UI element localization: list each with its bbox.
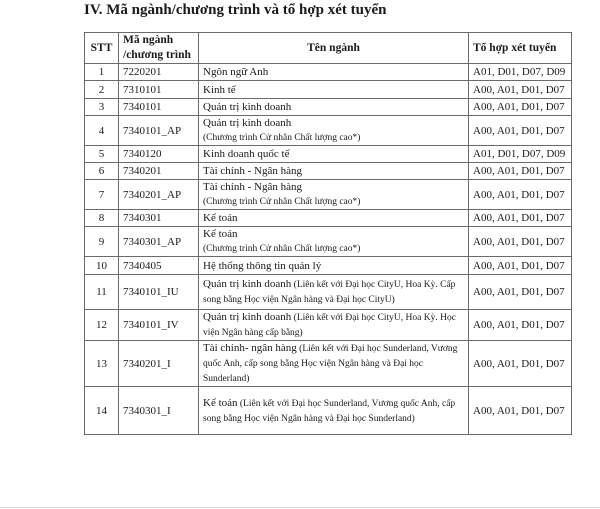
row-stt: 4 [85, 116, 119, 146]
program-name: Tài chính- ngân hàng [203, 342, 297, 354]
section-title: IV. Mã ngành/chương trình và tổ hợp xét tuyển [84, 2, 387, 18]
row-code: 7340301_AP [119, 227, 199, 257]
program-note: (Chương trình Cử nhân Chất lượng cao*) [203, 244, 361, 254]
program-name: Kế toán [203, 228, 238, 240]
row-name [199, 275, 469, 310]
row-combo: A00, A01, D01, D07 [469, 116, 572, 146]
row-stt: 5 [85, 146, 119, 163]
program-name: Quản trị kinh doanh [203, 278, 292, 290]
row-name [199, 146, 469, 163]
row-stt: 1 [85, 64, 119, 81]
row-stt: 8 [85, 210, 119, 227]
row-name [199, 227, 469, 257]
row-combo: A00, A01, D01, D07 [469, 310, 572, 341]
row-combo: A00, A01, D01, D07 [469, 81, 572, 99]
program-name: Quản trị kinh doanh [203, 117, 292, 129]
row-name [199, 341, 469, 387]
row-code: 7340201_I [119, 341, 199, 387]
row-code: 7340201_AP [119, 180, 199, 210]
table-row [85, 64, 572, 81]
program-note: (Liên kết với Đại học Sunderland, Vương quốc Anh, cấp song bằng Học viện Ngân hàng và Đại học Sunderland) [203, 344, 458, 384]
program-name: Tài chính - Ngân hàng [203, 165, 302, 177]
header-combo: Tổ hợp xét tuyển [469, 33, 572, 64]
program-note: (Liên kết với Đại học Sunderland, Vương quốc Anh, cấp song bằng Học viện Ngân hàng và Đại học Sunderland) [203, 398, 456, 424]
program-name: Kế toán [203, 396, 238, 409]
row-combo: A00, A01, D01, D07 [469, 387, 572, 435]
row-combo: A00, A01, D01, D07 [469, 275, 572, 310]
row-name [199, 210, 469, 227]
row-stt: 13 [85, 341, 119, 387]
row-stt: 12 [85, 310, 119, 341]
row-code: 7340101_AP [119, 116, 199, 146]
admission-table [84, 32, 572, 435]
row-stt: 7 [85, 180, 119, 210]
row-combo: A01, D01, D07, D09 [469, 146, 572, 163]
table-row [85, 227, 572, 257]
header-stt: STT [85, 33, 119, 64]
table-row [85, 116, 572, 146]
row-combo: A00, A01, D01, D07 [469, 210, 572, 227]
table-row [85, 99, 572, 116]
table-row [85, 387, 572, 435]
row-stt: 6 [85, 163, 119, 180]
row-code: 7220201 [119, 64, 199, 81]
program-note: (Liên kết với Đại học CityU, Hoa Kỳ. Cấp song bằng Học viện Ngân hàng và Đại học CityU) [203, 280, 456, 305]
row-stt: 3 [85, 99, 119, 116]
table-row [85, 310, 572, 341]
header-name: Tên ngành [199, 33, 469, 64]
row-code: 7310101 [119, 81, 199, 99]
header-code: Mã ngành /chương trình [119, 33, 199, 64]
row-code: 7340101_IV [119, 310, 199, 341]
row-code: 7340101_IU [119, 275, 199, 310]
row-name [199, 64, 469, 81]
table-row [85, 180, 572, 210]
row-combo: A00, A01, D01, D07 [469, 163, 572, 180]
table-row [85, 146, 572, 163]
row-name [199, 99, 469, 116]
table-row [85, 341, 572, 387]
page-edge-divider [0, 507, 600, 508]
row-code: 7340301 [119, 210, 199, 227]
row-stt: 9 [85, 227, 119, 257]
row-code: 7340120 [119, 146, 199, 163]
row-combo: A00, A01, D01, D07 [469, 341, 572, 387]
row-stt: 2 [85, 81, 119, 99]
program-name: Kinh doanh quốc tế [203, 148, 290, 160]
program-note: (Liên kết với Đại học CityU, Hoa Kỳ. Học viện Ngân hàng cấp bằng) [203, 313, 456, 338]
row-code: 7340201 [119, 163, 199, 180]
row-code: 7340301_I [119, 387, 199, 435]
row-name [199, 257, 469, 275]
table-row [85, 210, 572, 227]
row-stt: 11 [85, 275, 119, 310]
row-combo: A00, A01, D01, D07 [469, 180, 572, 210]
program-name: Quản trị kinh doanh [203, 101, 292, 113]
program-name: Ngôn ngữ Anh [203, 66, 269, 78]
program-name: Hệ thống thông tin quản lý [203, 259, 322, 272]
row-stt: 14 [85, 387, 119, 435]
row-stt: 10 [85, 257, 119, 275]
row-code: 7340101 [119, 99, 199, 116]
row-name [199, 387, 469, 435]
program-note: (Chương trình Cử nhân Chất lượng cao*) [203, 133, 361, 143]
row-name [199, 116, 469, 146]
table-row [85, 163, 572, 180]
table-row [85, 257, 572, 275]
table-row [85, 275, 572, 310]
program-note: (Chương trình Cử nhân Chất lượng cao*) [203, 197, 361, 207]
row-code: 7340405 [119, 257, 199, 275]
table-row [85, 81, 572, 99]
row-combo: A00, A01, D01, D07 [469, 227, 572, 257]
program-name: Quản trị kinh doanh [203, 311, 292, 323]
program-name: Kinh tế [203, 83, 236, 96]
row-combo: A00, A01, D01, D07 [469, 257, 572, 275]
row-combo: A01, D01, D07, D09 [469, 64, 572, 81]
row-name [199, 310, 469, 341]
row-name [199, 81, 469, 99]
table-header-row [85, 33, 572, 64]
row-name [199, 163, 469, 180]
program-name: Tài chính - Ngân hàng [203, 181, 302, 193]
program-name: Kế toán [203, 212, 238, 224]
row-name [199, 180, 469, 210]
row-combo: A00, A01, D01, D07 [469, 99, 572, 116]
